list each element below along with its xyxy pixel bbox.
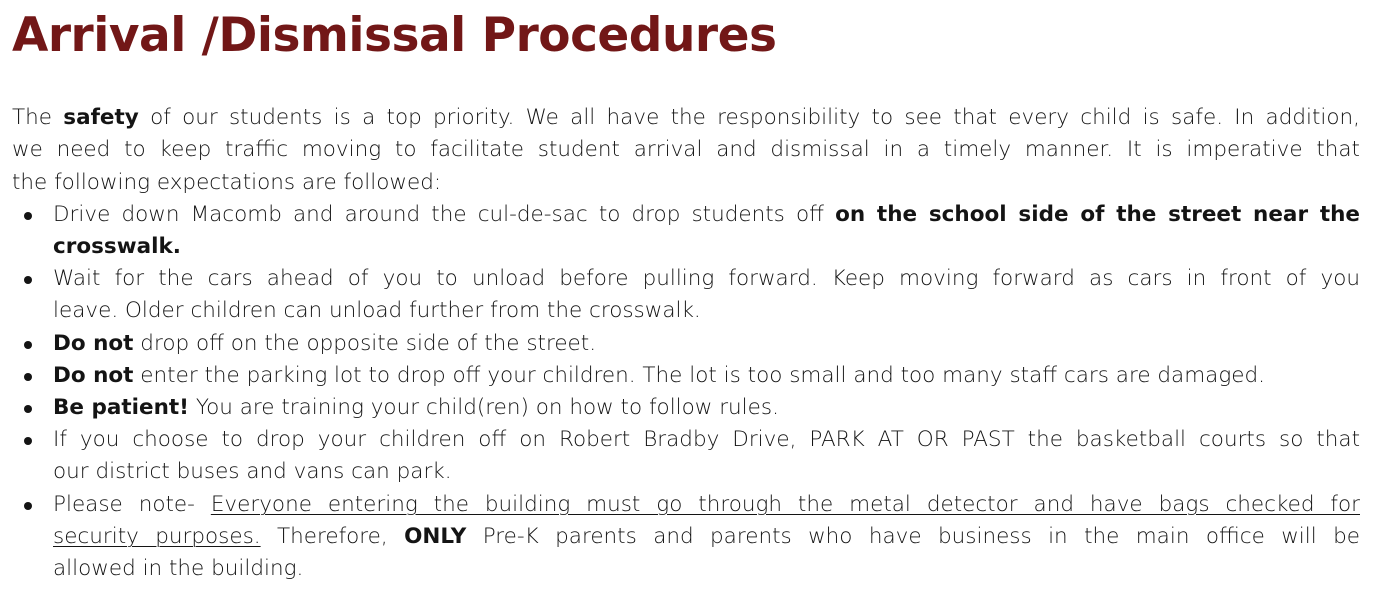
underlined-notice: security purposes. (53, 524, 261, 549)
list-item-7-line-2 (53, 521, 1360, 553)
emphasis-do-not: Do not (53, 363, 134, 388)
list-item-2-line-1: Wait for the cars ahead of you to unload before pulling forward. Keep moving forward as cars in front of you (53, 266, 1360, 291)
bullet-icon (24, 405, 32, 413)
bullet-icon (24, 212, 32, 220)
emphasis: on the school side of the street near the (835, 202, 1360, 227)
list-item-7-line-1 (53, 489, 1360, 521)
emphasis-be-patient: Be patient! (53, 395, 189, 420)
list-item-5 (53, 392, 779, 424)
bullet-icon (24, 437, 32, 445)
text: drop off on the opposite side of the street. (133, 331, 597, 356)
bullet-icon (24, 341, 32, 349)
list-item-6-line-2: our district buses and vans can park. (53, 459, 452, 484)
list-item-2-line-2: leave. Older children can unload further from the crosswalk. (53, 298, 701, 323)
list-item-6-line-1: If you choose to drop your children off on Robert Bradby Drive, PARK AT OR PAST the basketball courts so that (53, 427, 1360, 452)
text: Therefore, (260, 524, 405, 549)
bullet-icon (24, 502, 32, 510)
emphasis-safety: safety (63, 105, 139, 130)
underlined-notice: Everyone entering the building must go through the metal detector and have bags checked for (210, 492, 1360, 517)
text: You are training your child(ren) on how to follow rules. (188, 395, 779, 420)
emphasis-do-not: Do not (53, 331, 134, 356)
text: The (12, 105, 64, 130)
list-item-3 (53, 328, 596, 360)
page-title: Arrival /Dismissal Procedures (12, 8, 777, 63)
list-item-7-line-3: allowed in the building. (53, 556, 304, 581)
list-item-1-line-2: crosswalk. (53, 234, 181, 259)
intro-line-1 (12, 102, 1360, 134)
text: Drive down Macomb and around the cul-de-sac to drop students off (53, 202, 836, 227)
intro-line-3: the following expectations are followed: (12, 170, 442, 195)
list-item-4 (53, 360, 1355, 392)
list-item-1-line-1 (53, 199, 1360, 231)
bullet-icon (24, 373, 32, 381)
intro-line-2: we need to keep traffic moving to facilitate student arrival and dismissal in a timely manner. It is imperative that (12, 137, 1360, 162)
text: Pre-K parents and parents who have business in the main office will be (466, 524, 1360, 549)
text: of our students is a top priority. We all have the responsibility to see that every child is safe. In addition, (138, 105, 1360, 130)
emphasis-only: ONLY (404, 524, 467, 549)
bullet-icon (24, 276, 32, 284)
text: Please note- (53, 492, 211, 517)
text: enter the parking lot to drop off your children. The lot is too small and too many staff cars are damaged. (133, 363, 1265, 388)
